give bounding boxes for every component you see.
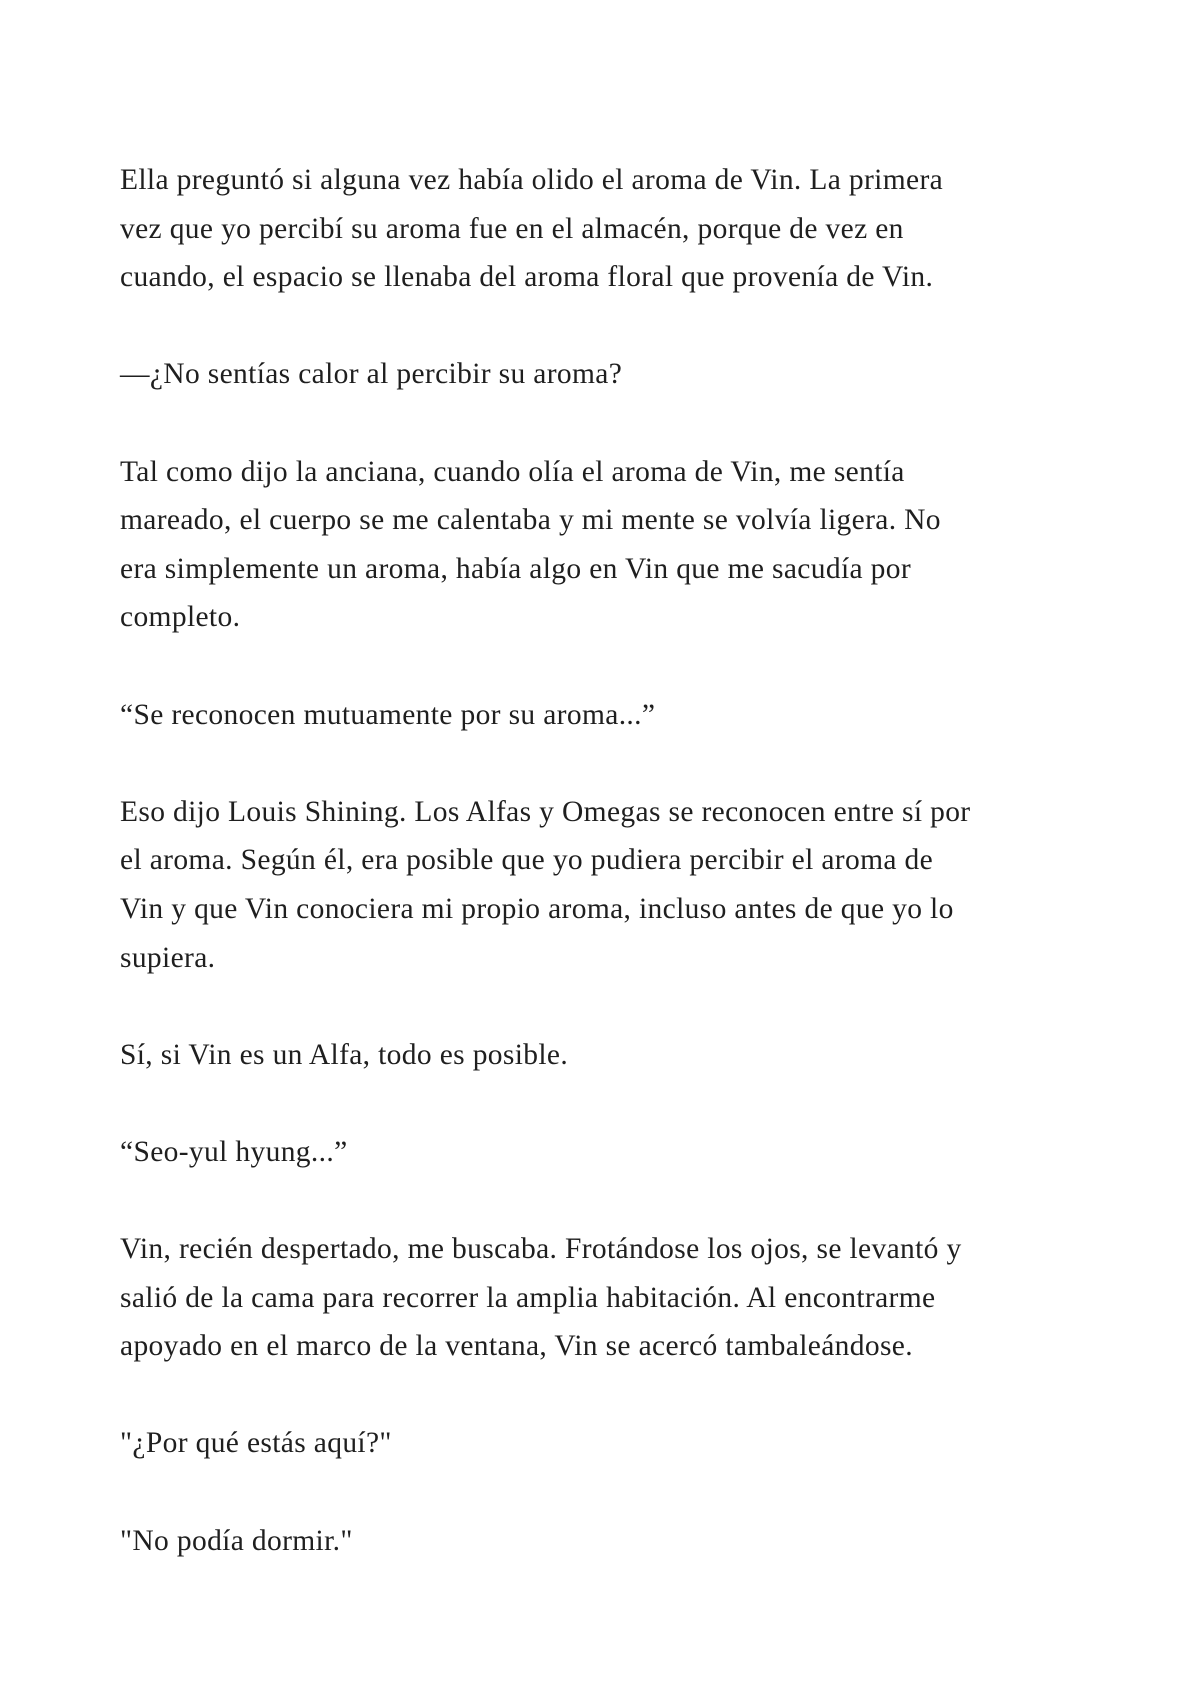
text-line: Vin, recién despertado, me buscaba. Frotándose los ojos, se levantó y [120,1233,962,1266]
text-line: mareado, el cuerpo se me calentaba y mi mente se volvía ligera. No [120,504,941,537]
text-line: Ella preguntó si alguna vez había olido el aroma de Vin. La primera [120,164,944,196]
text-line: —¿No sentías calor al percibir su aroma? [120,358,623,391]
paragraph [120,1128,1100,1177]
text-line: supiera. [120,941,216,974]
paragraph [120,691,1100,740]
paragraph [120,350,1100,399]
paragraph [120,1419,1100,1468]
paragraph [120,448,1100,642]
text-line: era simplemente un aroma, había algo en Vin que me sacudía por [120,552,912,585]
text-line: apoyado en el marco de la ventana, Vin se acercó tambaleándose. [120,1330,913,1363]
text-line: completo. [120,601,241,634]
text-line: el aroma. Según él, era posible que yo pudiera percibir el aroma de [120,844,934,877]
document-page [120,156,1100,1614]
paragraph [120,1517,1100,1566]
paragraph [120,1031,1100,1080]
text-line: vez que yo percibí su aroma fue en el almacén, porque de vez en [120,212,904,245]
text-line: “Se reconocen mutuamente por su aroma...” [120,698,656,731]
text-line: Vin y que Vin conociera mi propio aroma, incluso antes de que yo lo [120,892,954,925]
text-line: “Seo-yul hyung...” [120,1135,348,1168]
paragraph [120,156,1100,302]
text-line: Eso dijo Louis Shining. Los Alfas y Omegas se reconocen entre sí por [120,795,971,828]
text-line: cuando, el espacio se llenaba del aroma floral que provenía de Vin. [120,261,934,294]
text-line: Tal como dijo la anciana, cuando olía el aroma de Vin, me sentía [120,455,905,488]
text-line: Sí, si Vin es un Alfa, todo es posible. [120,1038,569,1071]
paragraph [120,1225,1100,1371]
text-line: salió de la cama para recorrer la amplia habitación. Al encontrarme [120,1281,936,1314]
text-line: "No podía dormir." [120,1524,353,1557]
paragraph [120,788,1100,982]
text-line: "¿Por qué estás aquí?" [120,1427,392,1460]
